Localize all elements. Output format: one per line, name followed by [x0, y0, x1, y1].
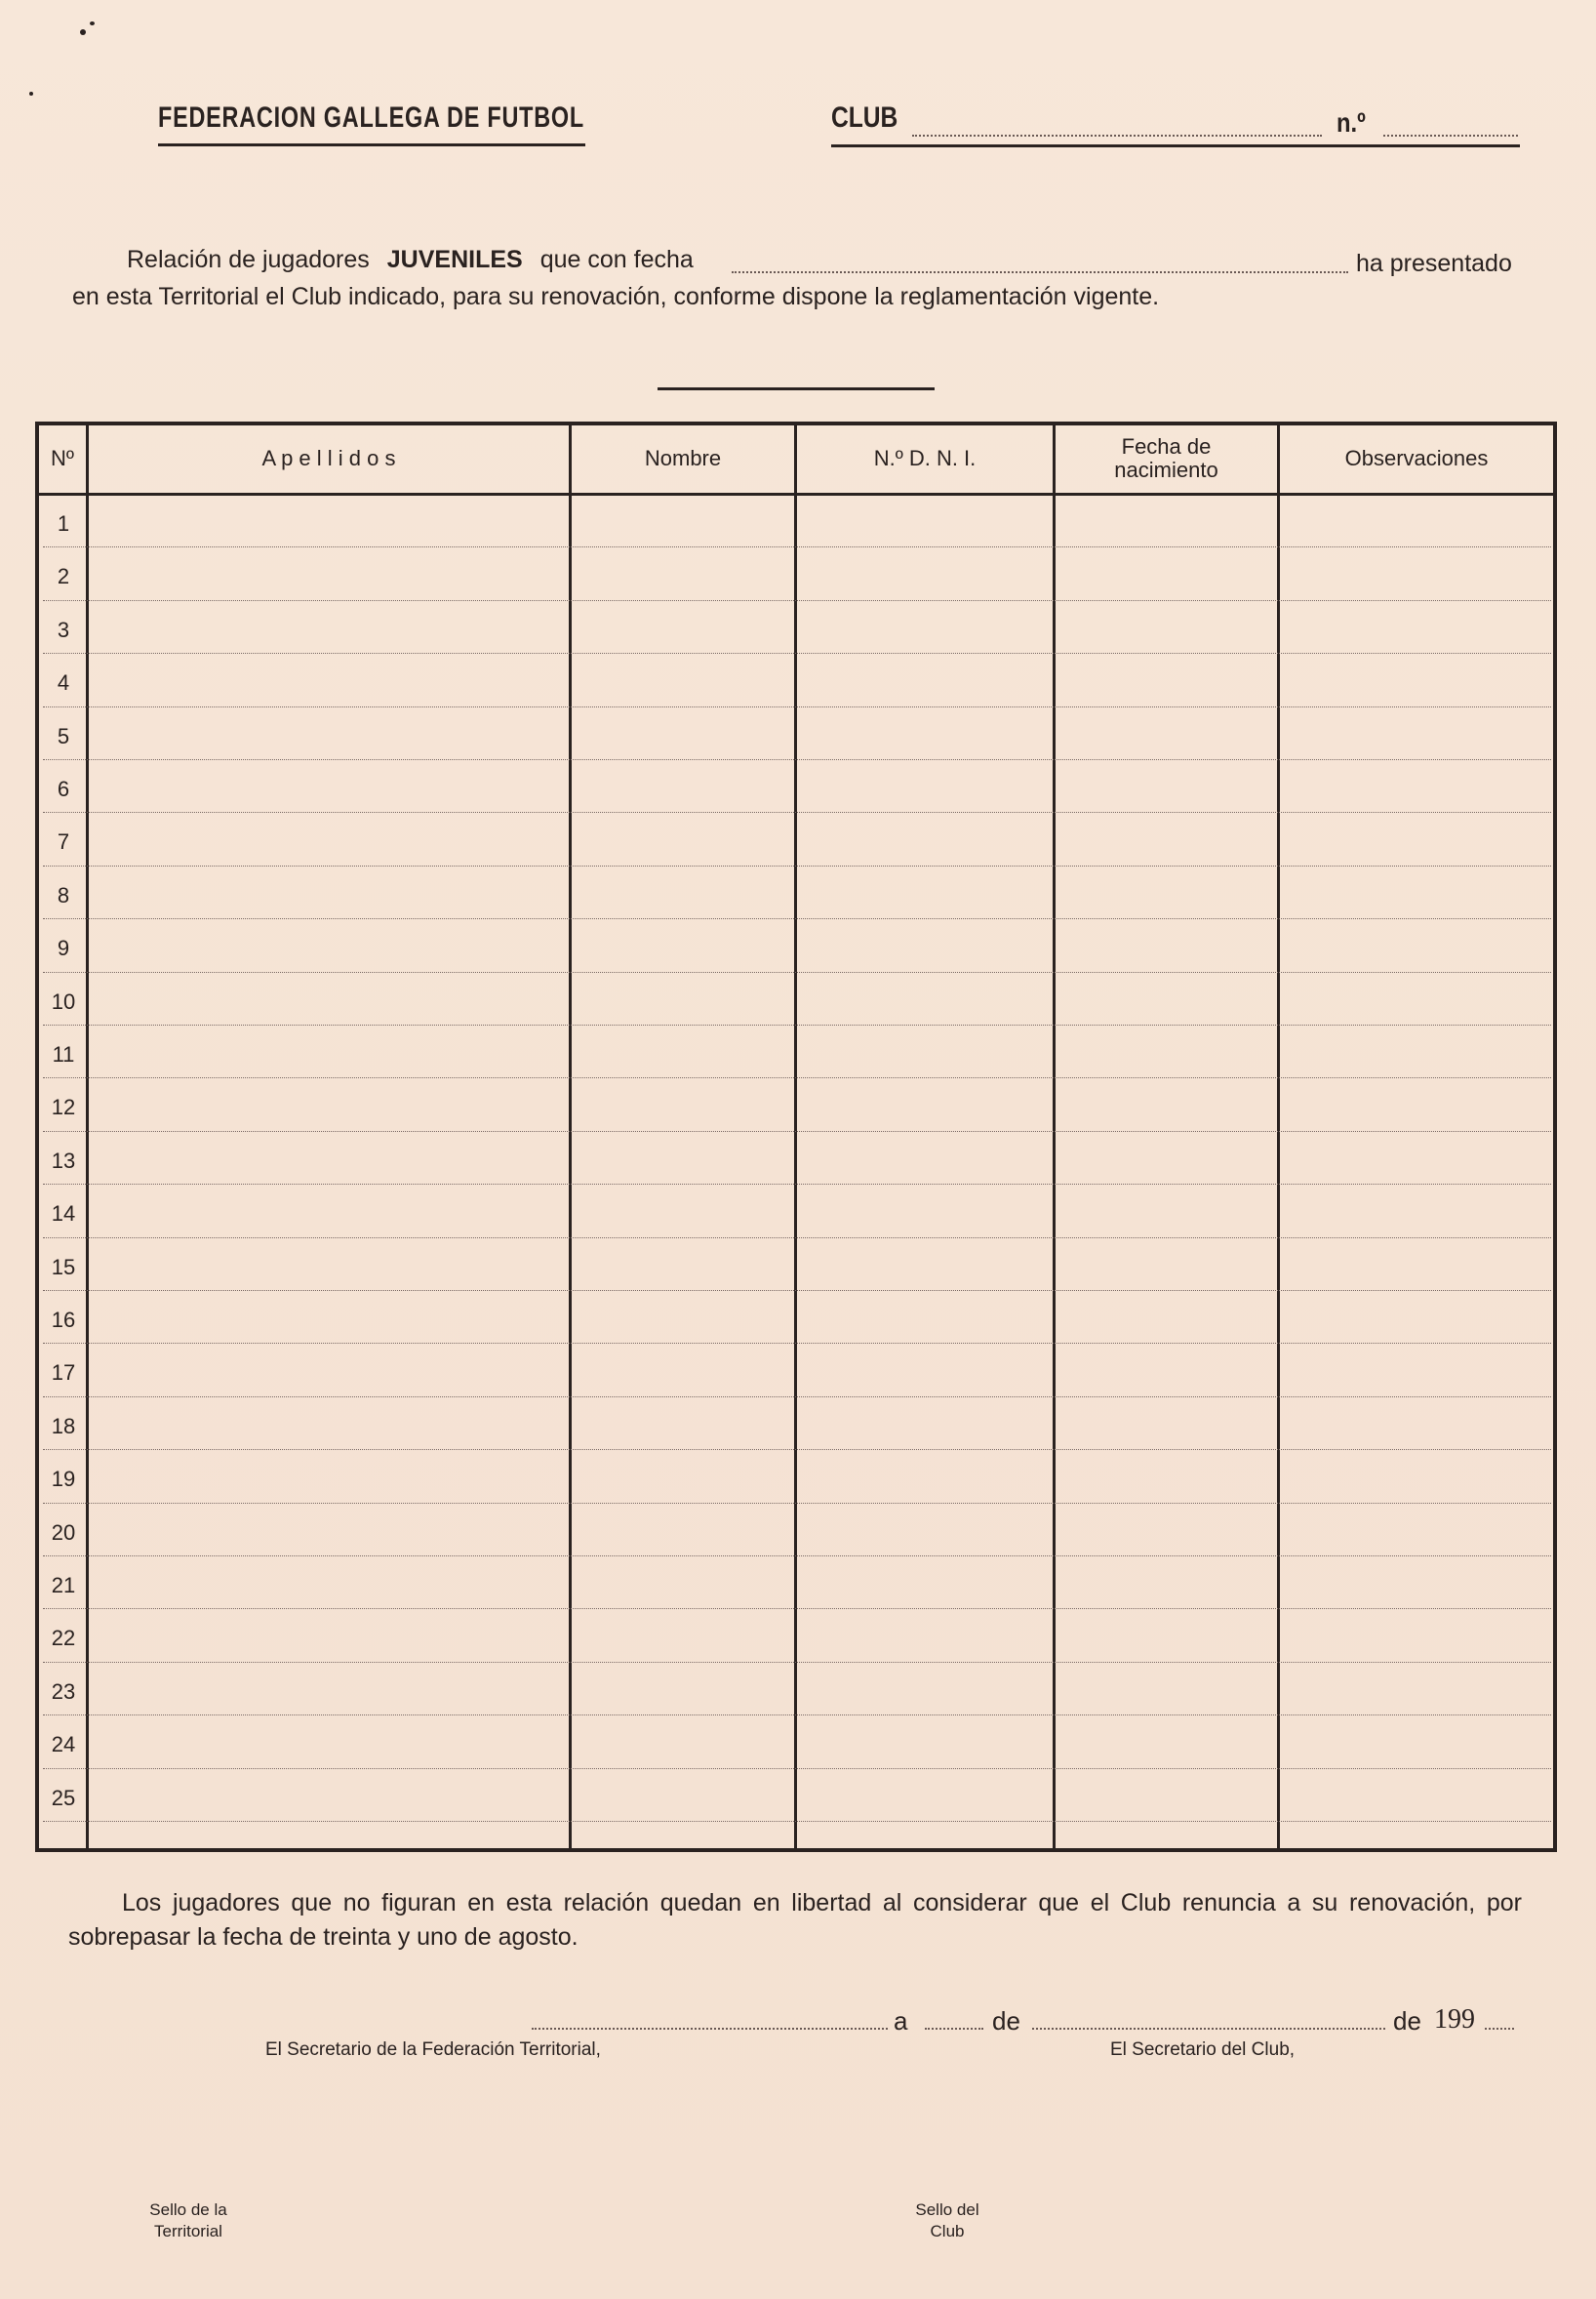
- row-number: 17: [51, 1360, 76, 1386]
- row-number: 18: [51, 1413, 76, 1438]
- paper-speck: [90, 21, 95, 25]
- paper-speck: [29, 92, 33, 96]
- table-header-rule: [35, 493, 1557, 496]
- row-number: 11: [52, 1042, 75, 1067]
- table-row[interactable]: [43, 1503, 1551, 1504]
- row-number: 14: [51, 1201, 76, 1227]
- row-number: 1: [57, 511, 70, 536]
- club-number-label: n.º: [1337, 107, 1366, 138]
- table-row[interactable]: [43, 1290, 1551, 1291]
- table-row[interactable]: [43, 1555, 1551, 1556]
- table-row[interactable]: [43, 600, 1551, 601]
- club-underline: [831, 144, 1520, 147]
- seal-club: Sello del Club: [915, 2200, 979, 2240]
- table-row[interactable]: [43, 1025, 1551, 1026]
- table-row[interactable]: [43, 759, 1551, 760]
- table-row[interactable]: [43, 1768, 1551, 1769]
- seal-territorial: Sello de la Territorial: [149, 2200, 227, 2240]
- table-row[interactable]: [43, 972, 1551, 973]
- club-number-field[interactable]: [1383, 135, 1518, 137]
- row-number: 23: [51, 1678, 76, 1704]
- table-row[interactable]: [43, 1714, 1551, 1715]
- column-divider: [794, 422, 797, 1850]
- federation-title: FEDERACION GALLEGA DE FUTBOL: [158, 101, 584, 134]
- row-number: 2: [57, 564, 70, 589]
- row-number: 21: [51, 1573, 76, 1597]
- row-number: 10: [51, 988, 76, 1014]
- col-header-number: Nº: [51, 446, 74, 470]
- row-number: 7: [57, 829, 70, 855]
- row-number: 8: [57, 882, 70, 908]
- column-divider: [569, 422, 572, 1850]
- column-divider: [1277, 422, 1280, 1850]
- year-prefix: 199: [1434, 2004, 1475, 2035]
- row-number: 12: [51, 1095, 76, 1120]
- table-row[interactable]: [43, 1821, 1551, 1822]
- club-name-field[interactable]: [912, 135, 1322, 137]
- club-label: CLUB: [831, 101, 898, 134]
- row-number: 15: [51, 1254, 76, 1279]
- separator-rule: [658, 387, 935, 390]
- table-row[interactable]: [43, 1449, 1551, 1450]
- row-number: 9: [57, 936, 70, 961]
- row-number: 19: [51, 1467, 76, 1492]
- signature-federation-secretary: El Secretario de la Federación Territorial,: [265, 2039, 601, 2060]
- row-number: 20: [51, 1519, 76, 1545]
- table-row[interactable]: [43, 653, 1551, 654]
- year-field[interactable]: [1485, 2028, 1514, 2030]
- col-header-name: Nombre: [644, 446, 722, 470]
- date-a-label: a: [894, 2006, 908, 2036]
- footer-paragraph: Los jugadores que no figuran en esta relación quedan en libertad al considerar que el Club renuncia a su renovación, por sobrepasar la fecha de treinta y uno de agosto.: [68, 1889, 1522, 1951]
- col-header-birthdate: Fecha de nacimiento: [1114, 434, 1218, 482]
- row-number: 6: [57, 777, 70, 801]
- row-number: 5: [57, 723, 70, 748]
- table-row[interactable]: [43, 1131, 1551, 1132]
- intro-part-3: ha presentado: [1356, 250, 1512, 277]
- table-row[interactable]: [43, 1184, 1551, 1185]
- submission-date-field[interactable]: [732, 271, 1348, 273]
- row-number: 3: [57, 617, 70, 642]
- col-header-surnames: A p e l l i d o s: [261, 446, 396, 470]
- table-row[interactable]: [43, 546, 1551, 547]
- table-row[interactable]: [43, 918, 1551, 919]
- date-de-label-2: de: [1393, 2006, 1421, 2036]
- place-field[interactable]: [532, 2028, 888, 2030]
- row-number: 22: [51, 1626, 76, 1651]
- table-row[interactable]: [43, 706, 1551, 707]
- row-number: 4: [57, 670, 70, 696]
- intro-part-1: Relación de jugadores: [127, 246, 370, 273]
- table-row[interactable]: [43, 866, 1551, 867]
- federation-title-underline: [158, 143, 585, 146]
- intro-category: JUVENILES: [386, 246, 523, 273]
- signature-club-secretary: El Secretario del Club,: [1110, 2039, 1296, 2060]
- table-row[interactable]: [43, 1343, 1551, 1344]
- row-number: 25: [51, 1785, 76, 1810]
- table-row[interactable]: [43, 1608, 1551, 1609]
- paper-speck: [80, 29, 86, 35]
- month-field[interactable]: [1032, 2028, 1385, 2030]
- intro-line-1: [127, 246, 694, 274]
- intro-line-2: en esta Territorial el Club indicado, para su renovación, conforme dispone la reglamentación vigente.: [72, 283, 1160, 310]
- table-row[interactable]: [43, 1396, 1551, 1397]
- col-header-observations: Observaciones: [1344, 446, 1489, 470]
- table-row[interactable]: [43, 1662, 1551, 1663]
- row-number: 24: [51, 1732, 76, 1757]
- date-de-label: de: [992, 2006, 1020, 2036]
- table-row[interactable]: [43, 1237, 1551, 1238]
- col-header-dni: N.º D. N. I.: [873, 446, 977, 470]
- table-row[interactable]: [43, 812, 1551, 813]
- intro-part-2: que con fecha: [539, 246, 694, 273]
- table-row[interactable]: [43, 1077, 1551, 1078]
- row-number: 13: [51, 1148, 76, 1173]
- column-divider: [1053, 422, 1056, 1850]
- day-field[interactable]: [925, 2028, 983, 2030]
- row-number: 16: [51, 1308, 76, 1332]
